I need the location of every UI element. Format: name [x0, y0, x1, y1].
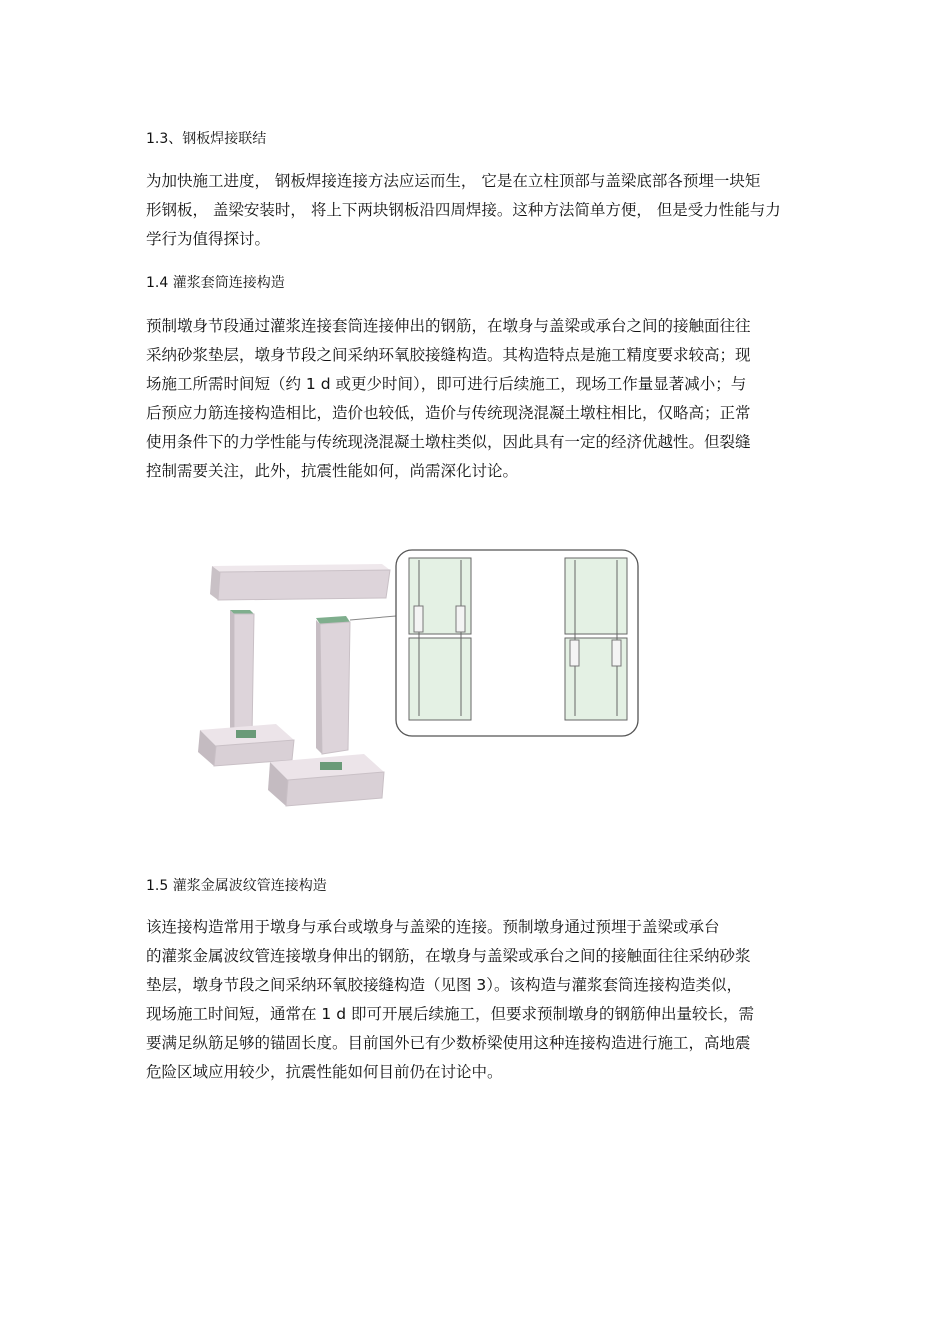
text-line: 为加快施工进度， 钢板焊接连接方法应运而生， 它是在立柱顶部与盖梁底部各预埋一块矩 — [146, 172, 761, 190]
text-line: 使用条件下的力学性能与传统现浇混凝土墩柱类似，因此具有一定的经济优越性。但裂缝 — [146, 433, 751, 451]
text-line: 现场施工时间短，通常在 1 d 即可开展后续施工，但要求预制墩身的钢筋伸出量较长，需 — [146, 1005, 754, 1023]
paragraph-1-4 — [146, 312, 806, 486]
sleeve-detail-callout — [396, 550, 638, 736]
text-line: 学行为值得探讨。 — [146, 230, 271, 248]
text-line: 控制需要关注，此外，抗震性能如何，尚需深化讨论。 — [146, 462, 519, 480]
text-line: 采纳砂浆垫层，墩身节段之间采纳环氧胶接缝构造。其构造特点是施工精度要求较高；现 — [146, 346, 751, 364]
section-heading-1-3: 1.3、钢板焊接联结 — [146, 131, 267, 147]
text-line: 后预应力筋连接构造相比，造价也较低，造价与传统现浇混凝土墩柱相比，仅略高；正常 — [146, 404, 751, 422]
text-line: 危险区域应用较少，抗震性能如何目前仍在讨论中。 — [146, 1063, 503, 1081]
section-heading-1-4: 1.4 灌浆套筒连接构造 — [146, 275, 285, 291]
text-line: 该连接构造常用于墩身与承台或墩身与盖梁的连接。预制墩身通过预埋于盖梁或承台 — [146, 918, 720, 936]
paragraph-1-3 — [146, 167, 806, 254]
pier-column-right — [316, 616, 350, 754]
footing-right — [268, 754, 384, 806]
cap-beam — [210, 564, 390, 600]
text-line: 的灌浆金属波纹管连接墩身伸出的钢筋，在墩身与盖梁或承台之间的接触面往往采纳砂浆 — [146, 947, 751, 965]
pier-column-left — [230, 610, 254, 738]
text-line: 预制墩身节段通过灌浆连接套筒连接伸出的钢筋，在墩身与盖梁或承台之间的接触面往往 — [146, 317, 751, 335]
pier-connection-figure — [150, 540, 650, 840]
text-line: 形钢板， 盖梁安装时， 将上下两块钢板沿四周焊接。这种方法简单方便， 但是受力性能与力 — [146, 201, 781, 219]
section-heading-1-5: 1.5 灌浆金属波纹管连接构造 — [146, 878, 327, 894]
text-line: 场施工所需时间短（约 1 d 或更少时间），即可进行后续施工，现场工作量显著减小；与 — [146, 375, 747, 393]
leader-line — [350, 616, 396, 620]
text-line: 垫层，墩身节段之间采纳环氧胶接缝构造（见图 3）。该构造与灌浆套筒连接构造类似， — [146, 976, 743, 994]
text-line: 要满足纵筋足够的锚固长度。目前国外已有少数桥梁使用这种连接构造进行施工，高地震 — [146, 1034, 751, 1052]
footing-left — [198, 724, 294, 766]
paragraph-1-5 — [146, 913, 806, 1087]
